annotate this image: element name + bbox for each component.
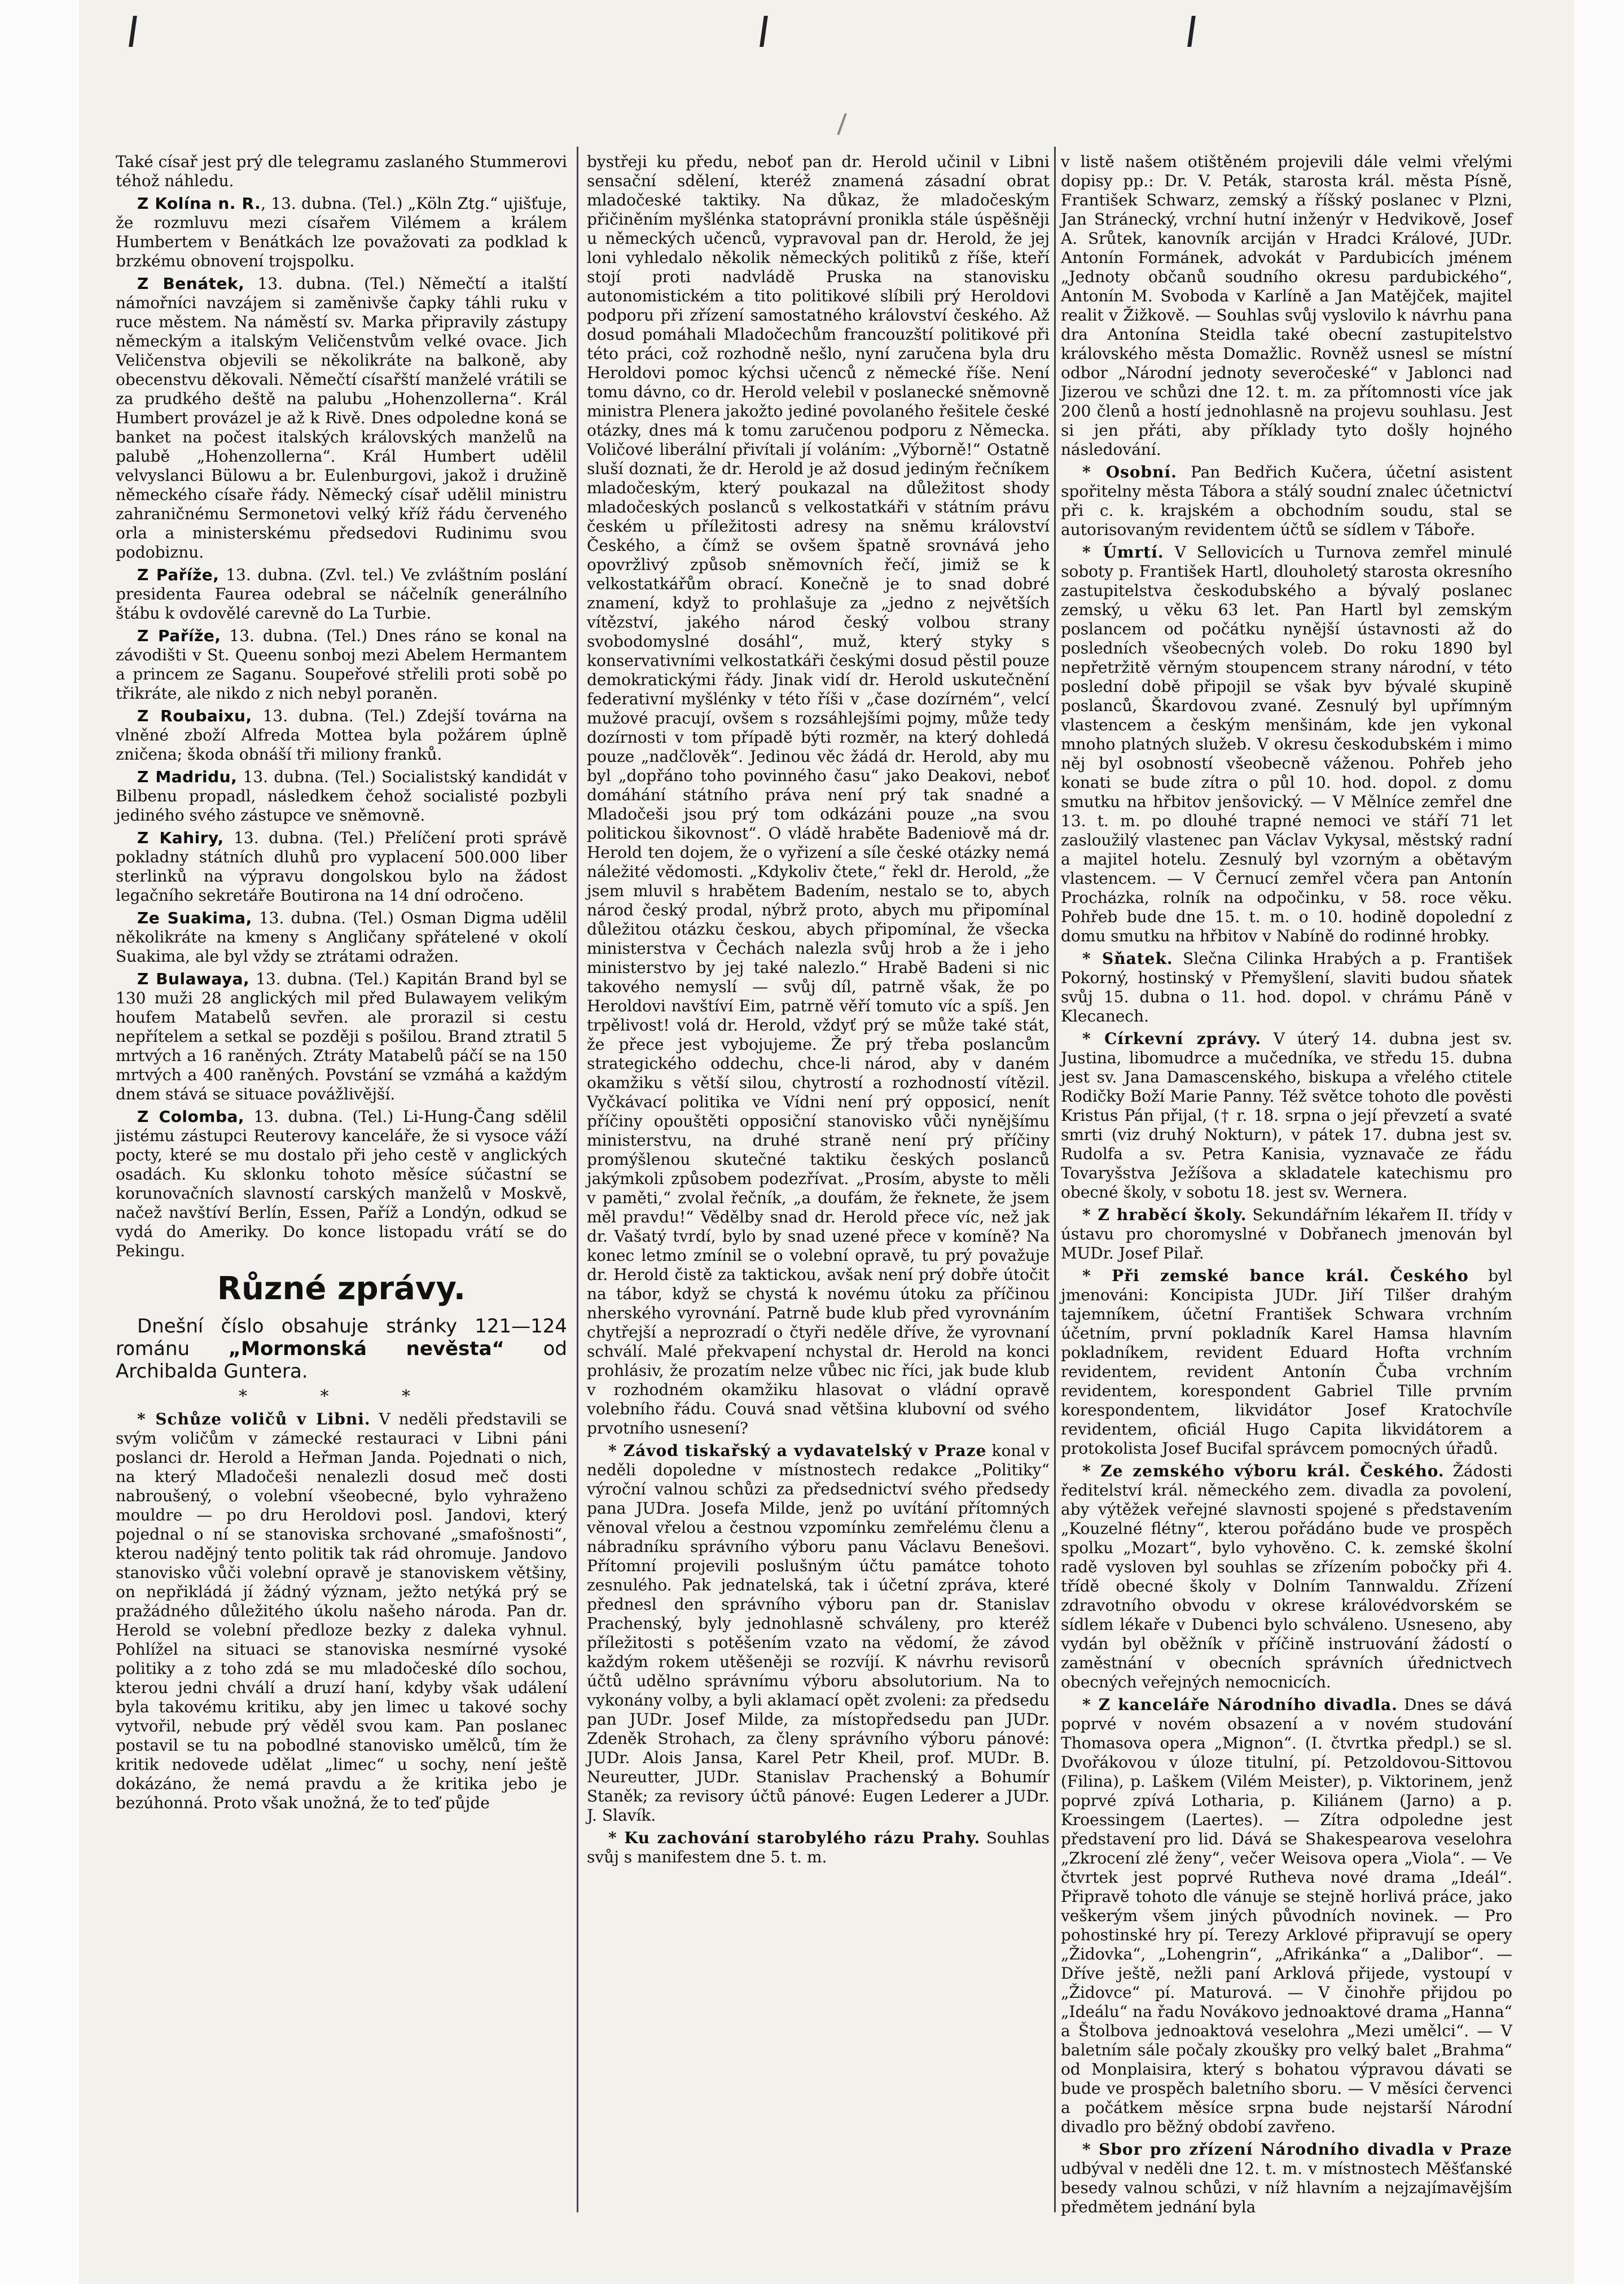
article-paragraph: Také císař jest prý dle telegramu zaslaného Stummerovi téhož náhledu. [116,152,567,190]
news-item: * Ku zachování starobylého rázu Prahy. Souhlas svůj s manifestem dne 5. t. m. [587,1829,1050,1866]
scan-margin-right [1574,0,1624,2284]
article-paragraph: v listě našem otištěném projevili dále velmi vřelými dopisy pp.: Dr. V. Peták, starosta král. města Písně, František Schwarz, zemský a říšský poslanec v Plzni, Jan Stránecký, vrchní hutní inženýr v Hedvikově, Josef A. Srůtek, kanovník arciján v Hradci Králové, JUDr. Antonín Formánek, advokát v Pardubicích jménem „Jednoty občanů soudního okresu pardubického“, Antonín M. Svoboda v Karlíně a Jan Matějček, majitel realit v Žižkově. — Souhlas svůj vyslovilo k návrhu pana dra Antonína Steidla také obecní zastupitelstvo královského města Domažlic. Rovněž usnesl se místní odbor „Národní jednoty severočeské“ v Jablonci nad Jizerou ve schůzi dne 12. t. m. za přítomnosti více jak 200 členů a hostí jednohlasně na projevu souhlasu. Jest si jen přáti, aby příklady tyto došly hojného následování. [1061,152,1512,459]
news-item: * Ze zemského výboru král. Českého. Žádosti ředitelství král. německého zem. divadla za povolení, aby výtěžek veřejné slavnosti spojené s představením „Kouzelné flétny“, kterou pořádáno bude ve prospěch spolku „Mozart“, bylo vyhověno. C. k. zemské školní radě vysloven byl souhlas se zřízením pobočky při 4. třídě obecné školy v Dolním Tannwaldu. Zřízení zdravotního obvodu v okrese královédvorském se sídlem lékaře v Dubenci bylo schváleno. Usneseno, aby vydán byl oběžník v příčině instruování žádostí o zaměstnání v obecních správních úřednictvech obecných veřejných nemocnicích. [1061,1462,1512,1691]
news-item: * Sňatek. Slečna Cilinka Hrabých a p. František Pokorný, hostinský v Přemyšlení, slaviti budou sňatek svůj 15. dubna o 11. hod. dopol. v chrámu Páně v Klecanech. [1061,949,1513,1025]
article-paragraph: bystřeji ku předu, neboť pan dr. Herold učinil v Libni sensační sdělení, kteréž znamená zásadní obrat mladočeské taktiky. Na důkaz, že mladočeským přičiněním myšlénka statoprávní pronikla stále úspěšněji u německých učenců, vypravoval pan dr. Herold, že jej loni vyhledalo několik německých politiků z říše, kteří stojí proti nadvládě Pruska na stanovisku autonomistickém a tito politikové slíbili prý Heroldovi podporu při zřízení samostatného království českého. Až dosud pomáhali Mladočechům francouzští politikové při této práci, což rozhodně nešlo, nyní zaručena byla dru Heroldovi pomoc kýchsi učenců z německé říše. Není tomu dávno, co dr. Herold velebil v poslanecké sněmovně ministra Plenera jakožto jediné povolaného řešitele české otázky, dnes má k tomu zaručenou podporu z Německa. Voličové liberální přivítali jí voláním: „Výborně!“ Ostatně sluší doznati, že dr. Herold je až dosud jediným řečníkem mladočeským, který poukazal na důležitost shody mladočeských poslanců s velkostatkáři v státním právu českém u příležitosti adresy na sněmu království Českého, a čímž se ovšem špatně srovnává jeho opovržlivý způsob sněmovních řečí, jimiž se k velkostatkářům obrací. Konečně je to snad dobré znamení, když to prohlašuje za „jedno z největších vítězství, jakého národ český volbou strany svobodomyslné dosáhl“, muž, který styky s konservativními velkostatkáři českými dosud pěstil pouze demokratickými řády. Jinak vidí dr. Herold uskutečnění federativní myšlénky v této říši v „čase dozírném“, velcí mužové pracují, ovšem s rozsáhlejšími pojmy, může tedy dozírnosti v tom případě býti rozměr, na který dohledá pouze „nadčlověk“. Jedinou věc žádá dr. Herold, aby mu byl „dopřáno toho povinného času“ jako Deakovi, neboť domáhání státního práva není prý tak snadné a Mladočeši jsou prý tom odkázáni pouze „na svou politickou šikovnost“. O vládě hraběte Badeniově má dr. Herold ten dojem, že o vyřizení a síle české otázky nemá náležité vědomosti. „Kdykoliv čtete,“ řekl dr. Herold, „že jsem mluvil s hrabětem Badením, nestalo se to, abych národ český prodal, nýbrž proto, abych mu připomínal důležitou otázku českou, abych připomínal, že všecka ministerstva v Čechách nalezla svůj hrob a že i jeho ministerstvo by jej také nalezlo.“ Hrabě Badeni si nic takového nemyslí — svůj díl, patrně však, že po Heroldovi navštíví Eim, patrně věří tomuto víc a spíš. Jen trpělivost! volá dr. Herold, vždyť prý se může také stát, že přece jest vybojujeme. Že prý třeba poslancům strategického oddechu, chce-li národ, aby v daném okamžiku s větší silou, chytrostí a rozhodností vítězil. Vyčkávací politika ve Vídni není prý opposicí, nenít příčiny opouštěti opposiční stanovisko vůči nynějšímu ministerstvu, na druhé straně není prý příčiny promýšlenou skutečné taktiku českých poslanců jakýmkoli způsobem podezřívat. „Prosím, abyste to měli v paměti,“ zvolal řečník, „a doufám, že řeknete, že jsem měl pravdu!“ Vědělby snad dr. Herold přece víc, než jak dr. Vašatý tvrdí, bylo by snad uzené přece v komíně? Na konec letmo zmínil se o volební opravě, tu prý považuje dr. Herold čistě za taktickou, avšak není prý dobře útočit na tábor, když se chystá k novému útoku za příčinou nherského vyrovnání. Patrně bude klub před vyrovnáním chytřejší a neprozradí o čtyři neděle dříve, že vyrovnaní schválí. Malé překvapení nchystal dr. Herold na konci prohlásiv, že prozatím nelze vůbec nic říci, jak bude klub v rozhodném okamžiku hlasovat o vládní opravě volebního řádu. Couvá snad většina klubovní od svého prvotního usnesení? [587,152,1050,1437]
telegram-news: Z Paříže, 13. dubna. (Zvl. tel.) Ve zvláštním poslání presidenta Faurea odebral se náčelník generálního štábu k ovdovělé carevně do La Turbie. [116,565,567,622]
news-item: * Při zemské bance král. Českého byl jmenováni: Koncipista JUDr. Jiří Tilšer drahým tajemníkem, účetní František Schwara vrchním účetním, první pokladník Karel Hamsa hlavním pokladníkem, revident Eduard Hofta vrchním revidentem, revident Antonín Čuba vrchním revidentem, korespondent Gabriel Tille prvním korespondentem, likvidátor Josef Kratochvíle revidentem, oficiál Hugo Capita likvidátorem a protokolista Josef Bucifal správcem pomocných úřadů. [1061,1266,1512,1458]
news-item: * Sbor pro zřízení Národního divadla v Praze udbýval v neděli dne 12. t. m. v místnostech Měšťanské besedy valnou schůzi, v níž hlavním a nejzajímavějším předmětem jednání byla [1061,2140,1512,2216]
telegram-news: Ze Suakima, 13. dubna. (Tel.) Osman Digma udělil několikráte na kmeny s Angličany spřátelené v okolí Suakima, ale byl vždy se ztrátami odražen. [116,909,567,966]
telegram-news: Z Kahiry, 13. dubna. (Tel.) Přelíčení proti správě pokladny státních dluhů pro vyplacení 500.000 liber sterlinků na výpravu dongolskou bylo na žádost legačního sekretáře Boutirona na 14 dní odročeno. [116,828,567,905]
telegram-news: Z Roubaixu, 13. dubna. (Tel.) Zdejší továrna na vlněné zboží Alfreda Mottea byla požárem úplně zničena; škoda obnáší tři miliony franků. [116,707,567,764]
column-rule [577,147,578,2212]
news-item: * Z hraběcí školy. Sekundářním lékařem II. třídy v ústavu pro choromyslné v Dobřanech jmenován byl MUDr. Josef Pilař. [1061,1205,1512,1262]
telegram-news: Z Madridu, 13. dubna. (Tel.) Socialistský kandidát v Bilbenu propadl, následkem čehož socialisté pozbyli jediného svého zástupce ve sněmovně. [116,768,568,825]
news-item: * Osobní. Pan Bedřich Kučera, účetní asistent spořitelny města Tábora a stálý soudní znalec účetnictví při c. k. krajském a obchodním soudu, stal se autorisovaným revidentem účtů se sídlem v Táboře. [1061,463,1512,539]
news-item: * Úmrtí. V Sellovicích u Turnova zemřel minulé soboty p. František Hartl, dlouholetý starosta okresního zastupitelstva českodubského a bývalý poslanec zemský, u věku 63 let. Pan Hartl byl zemským poslancem od počátku nynější ústavnosti až do posledních všeobecných voleb. Do roku 1890 byl nepřetržitě věrným stoupencem strany národní, v této poslední době připojil se však byv bývalé skupině poslanců, Škardovou zvané. Zesnulý byl upřímným vlastencem a českým menšinám, kde jen vykonal mnoho platných služeb. V okresu českodubském i mimo něj byl osobností všeobecně váženou. Pohřeb jeho konati se bude zítra o půl 10. hod. dopol. z domu smutku na hřbitov jenšovický. — V Mělníce zemřel dne 13. t. m. po dlouhé trapné nemoci ve stáří 71 let zasloužilý vlastenec pan Václav Vykysal, městský radní a majitel hotelu. Zesnulý byl vzorným a obětavým vlastencem. — V Černucí zemřel včera pan Antonín Procházka, rolník na odpočinku, v 58. roce věku. Pohřeb bude dne 15. t. m. o 10. hodině dopolední z domu smutku na hřbitov v Nabíně do rodinné hrobky. [1061,543,1512,945]
telegram-news: Z Paříže, 13. dubna. (Tel.) Dnes ráno se konal na závodišti v St. Queenu sonboj mezi Abelem Hermantem a princem ze Saganu. Soupeřové střelili proti sobě po třikráte, ale nikdo z nich nebyl poraněn. [116,626,567,703]
separator-stars: * * * [238,1387,445,1406]
telegram-news: Z Bulawaya, 13. dubna. (Tel.) Kapitán Brand byl se 130 muži 28 anglických mil před Bulawayem velikým houfem Matabelů sevřen. ale prorazil si cestu nepřítelem a setkal se později s pošilou. Brand ztratil 5 mrtvých a 16 raněných. Ztráty Matabelů páčí se na 150 mrtvých a 400 raněných. Povstání se vzmáhá a každým dnem stává se situace povážlivější. [116,970,567,1103]
section-title: Různé zprávy. [217,1270,466,1307]
telegram-news: Z Colomba, 13. dubna. (Tel.) Li-Hung-Čang sdělil jistému zástupci Reuterovy kanceláře, že si vysoce váží pocty, které se mu dostalo při jeho cestě v anglických osadách. Ku sklonku tohoto měsíce súčastní se korunovačních slavností carských manželů v Moskvě, načež navštíví Berlín, Essen, Paříž a Londýn, odkud se vydá do Ameriky. Do konce listopadu vrátí se do Pekingu. [116,1107,568,1260]
column-2 [587,152,1050,2207]
news-item: * Závod tiskařský a vydavatelský v Praze konal v neděli dopoledne v místnostech redakce „Politiky“ výroční valnou schůzi za předsednictví svého předsedy pana JUDra. Josefa Milde, jenž po uvítání přítomných věnoval vřelou a čestnou vzpomínku zemřelému členu a nábradníku správního výboru panu Václavu Benešovi. Přítomní projevili poslušným účtu památce tohoto zesnulého. Pak jednatelská, tak i účetní zpráva, které přednesl den správního výboru pan dr. Stanislav Prachenský, byly jednohlasně schváleny, pro kteréž příležitosti s potěšením vzato na vědomí, že závod každým rokem utěšeněji se rozvíjí. K návrhu revisorů účtů udělno správnímu výboru absolutorium. Na to vykonány volby, a byli aklamací opět zvoleni: za předsedu pan JUDr. Josef Milde, za místopředsedu pan JUDr. Zdeněk Strohach, za členy správního výboru pánové: JUDr. Alois Jansa, Karel Petr Kheil, prof. MUDr. B. Neureutter, JUDr. Stanislav Prachenský a Bohumír Staněk; za revisory účtů pánové: Eugen Lederer a JUDr. J. Slavík. [587,1441,1050,1825]
news-item: * Schůze voličů v Libni. V neděli představili se svým voličům v zámecké restauraci v Libni páni poslanci dr. Herold a Heřman Janda. Pojednati o nich, na který Mladočeši nenalezli dosud meč dosti nabroušený, o volební všeobecné, bylo vyhraženo mouldre — po dru Heroldovi posl. Jandovi, který pojednal o ní se stanoviska srchované „smafošnosti“, kterou nadějný tento politik tak rád ohromuje. Jandovo stanovisko vůči volební opravě je stanoviskem většiny, on nepřikládá jí žádný význam, ježto netýká prý se pražádného důležitého úkolu našeho národa. Pan dr. Herold se volební předloze bezky z daleka vyhnul. Pohlížel na situaci se stanoviska nesmírné vysoké politiky a z toho zdá se mu mladočeské dílo sochou, kterou jedni chválí a druzí haní, kdyby však událení byla takovému kritiku, aby jen limec u takové sochy vytvořil, nebude prý věděl svou kam. Pan poslanec postavil se tu na pobodlné stanovisko umělců, tím že kritik nedovede udělat „limec“ u sochy, není ještě dokázáno, že nemá pravdu a že kritika jebo je bezúhonná. Proto však unožná, že to teď půjde [116,1410,567,1812]
news-item: * Z kanceláře Národního divadla. Dnes se dává poprvé v novém obsazení a v novém studování Thomasova opera „Mignon“. (I. čtvrtka předpl.) se sl. Dvořákovou v úloze titulní, pí. Petzoldovou-Sittovou (Filina), p. Laškem (Vilém Meister), p. Viktorinem, jenž poprvé zpívá Lotharia, p. Kiliánem (Jarno) a p. Kroessingem (Laertes). — Zítra odpoledne jest představení pro lid. Dává se Shakespearova veselohra „Zkrocení zlé ženy“, večer Weisova opera „Viola“. — Ve čtvrtek jest poprvé Rutheva nové drama „Ideál“. Připravě tohoto dle vánuje se stejně horlivá práce, jako veškerým všem jiných původních novinek. — Pro pohostinské hry pí. Terezy Arklové připravují se opery „Židovka“, „Lohengrin“, „Afrikánka“ a „Dalibor“. — Dříve ještě, nežli paní Arklová přijede, vystoupí v „Židovce“ pí. Maturová. — V činohře přijdou po „Ideálu“ na řadu Novákovo jednoaktové drama „Hanna“ a Štolbova jednoaktová veselohra „Mezi umělci“. — V baletním sále počaly zkoušky pro velký balet „Brahma“ od Monplaisira, který s bohatou výpravou dávati se bude ve prospěch baletního sboru. — V měsíci červenci a počátkem měsíce srpna bude nejstarší Národní divadlo pro běžný období zavřeno. [1061,1695,1513,2136]
column-1 [116,152,567,2207]
supplement-notice: Dnešní číslo obsahuje stránky 121—124 románu „Mormonská nevěsta“ od Archibalda Guntera. [116,1315,567,1383]
telegram-news: Z Benátek, 13. dubna. (Tel.) Němečtí a italští námořníci navzájem si zaměnivše čapky táhli ruku v ruce městem. Na náměstí sv. Marka připravily zástupy německým a italským Veličenstvům velké ovace. Jich Veličenstva objevili se několikráte na balkoně, aby obecenstvu děkovali. Němečtí císařští manželé vrátili se za prudkého deště na palubu „Hohenzollerna“. Král Humbert provázel je až k Rivě. Dnes odpoledne koná se banket na počest italských královských manželů na palubě „Hohenzollerna“. Král Humbert udělil velvyslanci Bülowu a br. Eulenburgovi, jakož i družině německého císaře řády. Německý císař udělil ministru zahraničnému Sermonetovi velký kříž řádu červeného orla a ministerskému předsedovi Rudinimu svou podobiznu. [116,274,567,562]
scan-margin-left [0,0,79,2284]
column-rule [1054,147,1056,2212]
column-3 [1061,152,1513,2216]
news-item: * Církevní zprávy. V úterý 14. dubna jest sv. Justina, libomudrce a mučedníka, ve středu 15. dubna jest sv. Jana Damascenského, biskupa a vřelého ctitele Rodičky Boží Marie Panny. Též světce tohoto dle pověsti Kristus Pán přijal, († r. 18. srpna o její převzetí a svaté smrti (viz druhý Nokturn), v pátek 17. dubna jest sv. Rudolfa a sv. Petra Kanisia, vyznavače ze řádu Tovaryšstva Ježíšova a skladatele katechismu pro obecné školy, v sobotu 18. jest sv. Wernera. [1061,1029,1512,1202]
telegram-news: Z Kolína n. R., 13. dubna. (Tel.) „Köln Ztg.“ ujišťuje, že rozmluvu mezi císařem Vilémem a králem Humbertem v Benátkách lze považovati za podklad k brzkému obnovení trojspolku. [116,194,567,270]
